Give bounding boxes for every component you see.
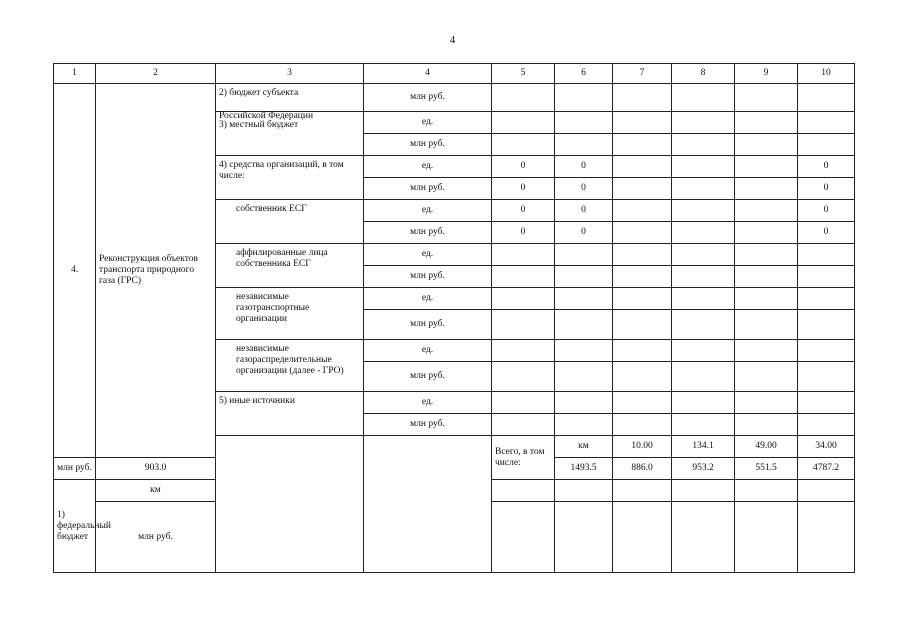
value-cell: 34.00 xyxy=(798,436,855,458)
unit-cell: млн руб. xyxy=(364,178,492,200)
unit-cell: ед. xyxy=(364,156,492,178)
value-cell: 551.5 xyxy=(735,458,798,480)
unit-cell: млн руб. xyxy=(96,502,216,573)
value-cell xyxy=(613,222,672,244)
value-cell xyxy=(735,222,798,244)
header-cell: 3 xyxy=(216,64,364,84)
value-cell: 0 xyxy=(492,178,555,200)
funding-table xyxy=(53,63,855,573)
value-cell: 49.00 xyxy=(735,436,798,458)
value-cell xyxy=(735,156,798,178)
unit-cell: км xyxy=(96,480,216,502)
unit-cell: ед. xyxy=(364,244,492,266)
value-cell: 0 xyxy=(555,156,613,178)
unit-cell: млн руб. xyxy=(364,266,492,288)
source-independent-transport: независимые газотранспортные организации xyxy=(216,288,364,340)
unit-cell: ед. xyxy=(364,340,492,362)
header-cell: 1 xyxy=(54,64,96,84)
value-cell: 0 xyxy=(798,222,855,244)
header-cell: 9 xyxy=(735,64,798,84)
unit-cell: млн руб. xyxy=(364,222,492,244)
unit-cell: ед. xyxy=(364,200,492,222)
value-cell: 953.2 xyxy=(672,458,735,480)
unit-cell: км xyxy=(555,436,613,458)
value-cell: 0 xyxy=(555,222,613,244)
unit-cell: млн руб. xyxy=(364,84,492,112)
source-regional: 2) бюджет субъекта xyxy=(216,84,364,112)
unit-cell: млн руб. xyxy=(364,362,492,392)
value-cell xyxy=(735,178,798,200)
header-row xyxy=(54,64,855,84)
unit-cell: млн руб. xyxy=(364,414,492,436)
value-cell xyxy=(672,222,735,244)
project-name: Реконструкция объектов транспорта природного газа (ГРС) xyxy=(96,84,216,458)
unit-cell: ед. xyxy=(364,112,492,134)
source-local: Российской Федерации 3) местный бюджет xyxy=(216,112,364,156)
unit-cell: ед. xyxy=(364,288,492,310)
value-cell: 0 xyxy=(798,178,855,200)
value-cell: 10.00 xyxy=(613,436,672,458)
value-cell xyxy=(613,200,672,222)
value-cell: 886.0 xyxy=(613,458,672,480)
unit-cell: ед. xyxy=(364,392,492,414)
value-cell: 903.0 xyxy=(96,458,216,480)
value-cell: 0 xyxy=(492,200,555,222)
table-row xyxy=(54,84,855,112)
value-cell: 0 xyxy=(492,222,555,244)
header-cell: 10 xyxy=(798,64,855,84)
value-cell xyxy=(735,200,798,222)
value-cell: 0 xyxy=(798,156,855,178)
value-cell: 0 xyxy=(492,156,555,178)
header-cell: 4 xyxy=(364,64,492,84)
unit-cell: млн руб. xyxy=(364,310,492,340)
source-federal: 1) федеральный бюджет xyxy=(54,480,96,573)
header-cell: 5 xyxy=(492,64,555,84)
value-cell: 0 xyxy=(798,200,855,222)
value-cell xyxy=(613,178,672,200)
source-organizations: 4) средства организаций, в том числе: xyxy=(216,156,364,200)
value-cell: 134.1 xyxy=(672,436,735,458)
value-cell xyxy=(672,200,735,222)
value-cell: 0 xyxy=(555,200,613,222)
header-cell: 7 xyxy=(613,64,672,84)
value-cell xyxy=(672,156,735,178)
header-cell: 8 xyxy=(672,64,735,84)
source-independent-distribution: независимые газораспределительные организации (далее - ГРО) xyxy=(216,340,364,392)
unit-cell: млн руб. xyxy=(364,134,492,156)
unit-cell: млн руб. xyxy=(54,458,96,480)
value-cell xyxy=(613,156,672,178)
value-cell: 0 xyxy=(555,178,613,200)
source-affiliated: аффилированные лица собственника ЕСГ xyxy=(216,244,364,288)
header-cell: 2 xyxy=(96,64,216,84)
value-cell: 4787.2 xyxy=(798,458,855,480)
page-number: 4 xyxy=(449,34,456,46)
source-other: 5) иные источники xyxy=(216,392,364,436)
row-number: 4. xyxy=(54,84,96,458)
value-cell: 1493.5 xyxy=(555,458,613,480)
total-label: Всего, в том числе: xyxy=(492,436,555,480)
header-cell: 6 xyxy=(555,64,613,84)
value-cell xyxy=(672,178,735,200)
source-owner: собственник ЕСГ xyxy=(216,200,364,244)
